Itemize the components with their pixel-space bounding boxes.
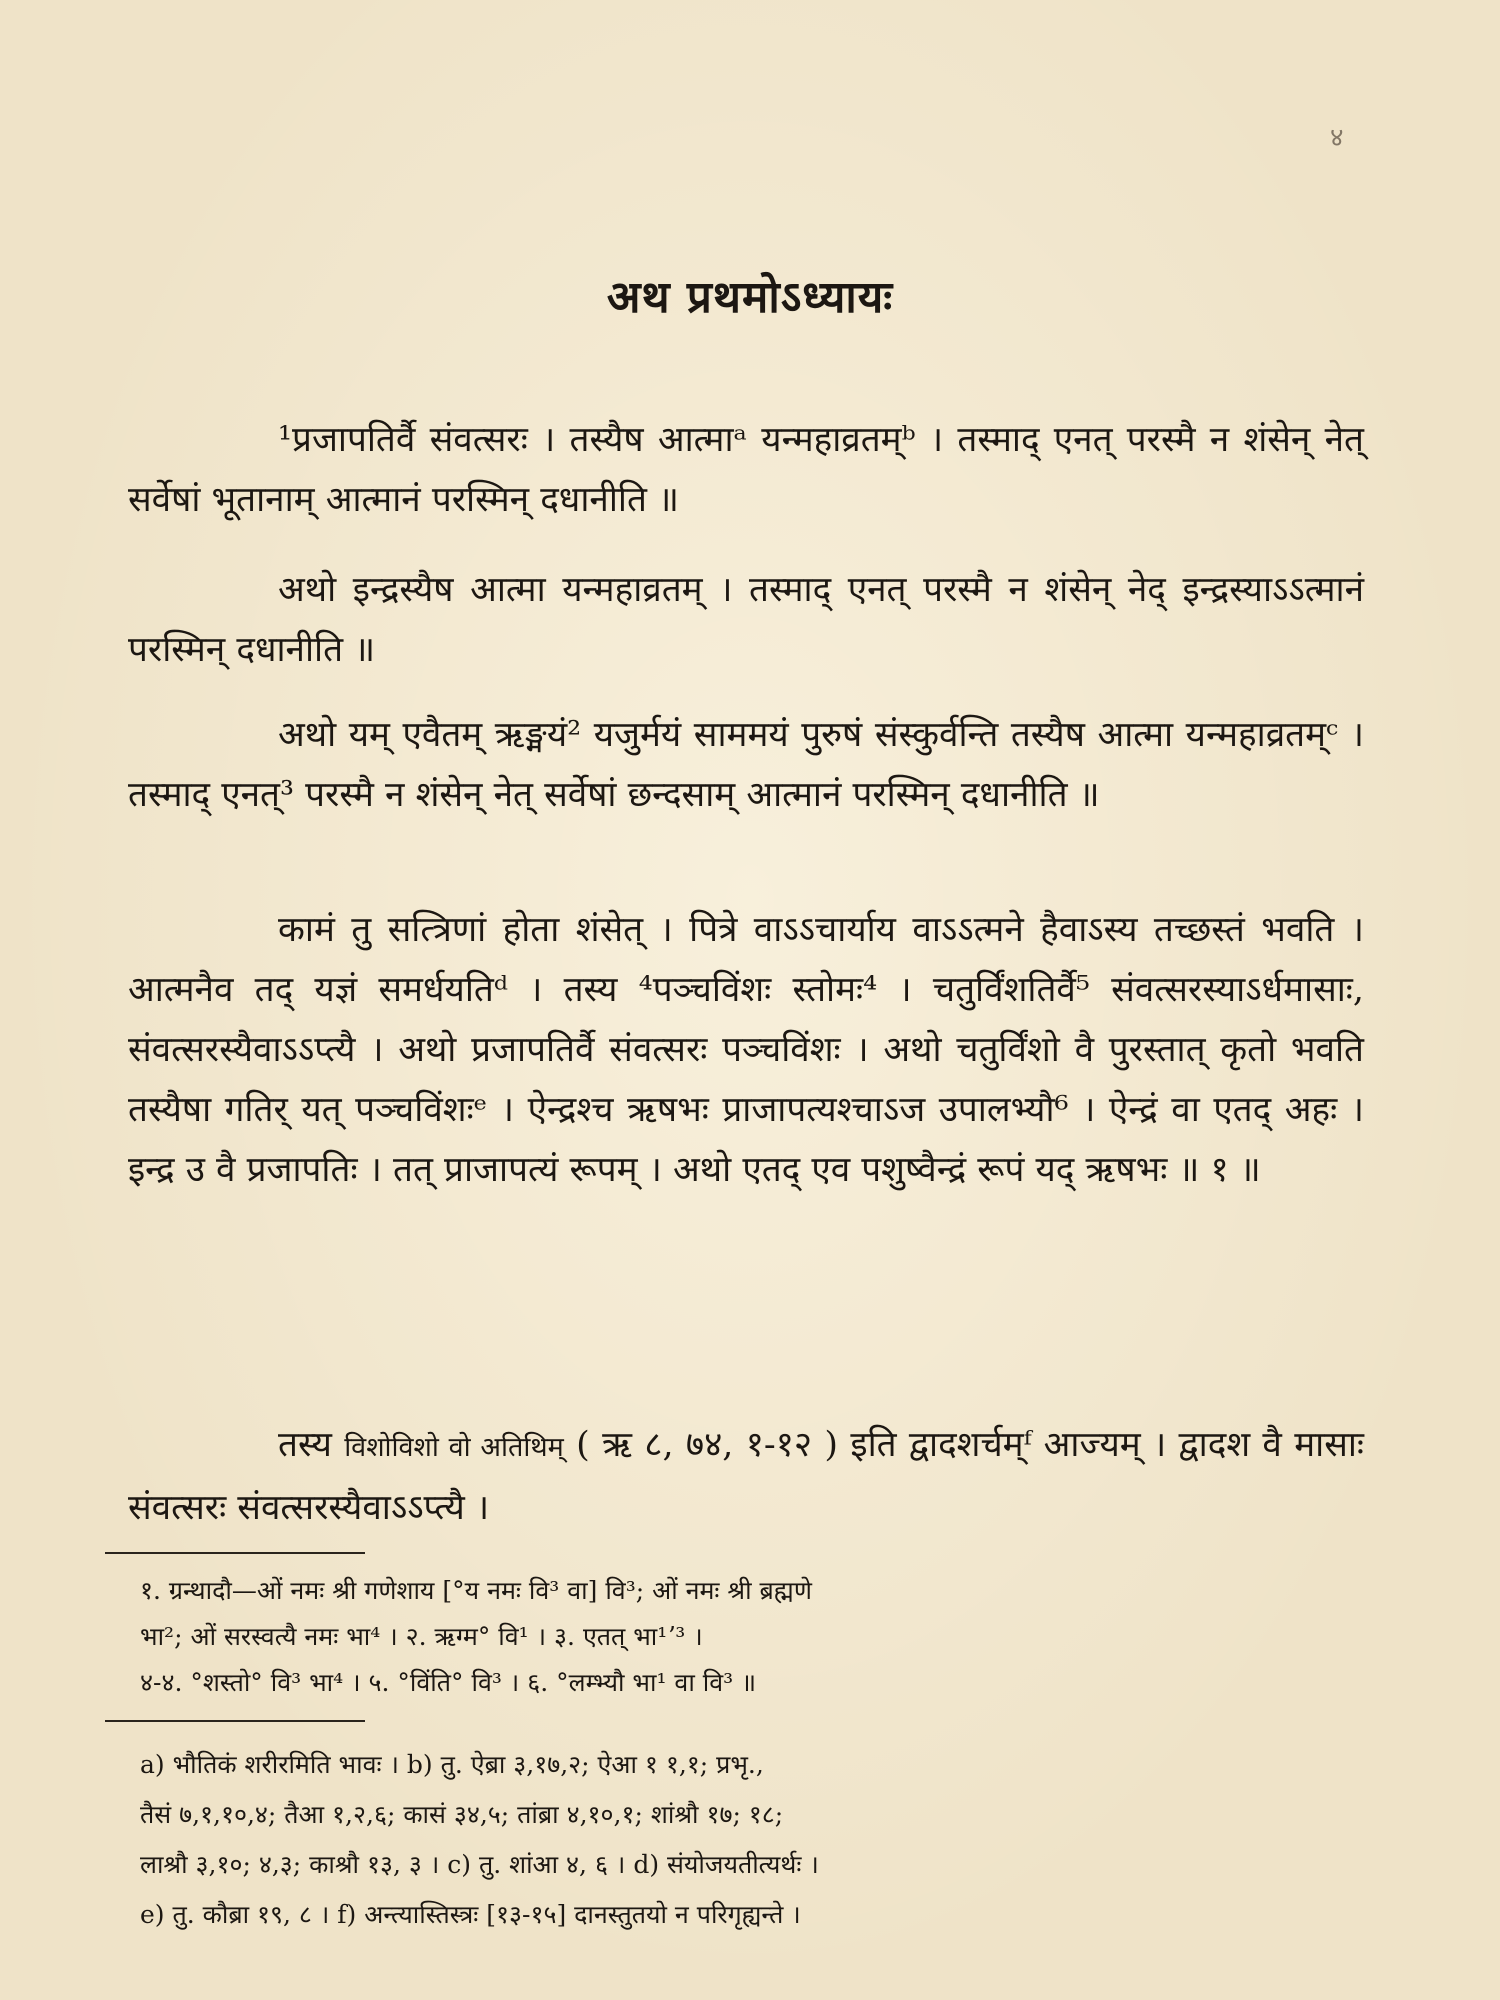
note-line: तैसं ७,१,१०,४; तैआ १,२,६; कासं ३४,५; तांब्रा ४,१०,१; शांश्रौ १७; १८; [140, 1800, 784, 1829]
variant-footnotes [140, 1568, 1340, 1706]
paragraph-2 [128, 560, 1364, 680]
note-line: a) भौतिकं शरीरमिति भावः । b) तु. ऐब्रा ३,१७,२; ऐआ १ १,१; प्रभृ., [140, 1750, 764, 1779]
footnote-line: भा²; ओं सरस्वत्यै नमः भा⁴ । २. ऋग्म° वि¹ । ३. एतत् भा¹ʼ³ । [140, 1622, 703, 1651]
paragraph-4 [128, 900, 1364, 1200]
paragraph-4-text: कामं तु सत्त्रिणां होता शंसेत् । पित्रे वाऽऽचार्याय वाऽऽत्मने हैवाऽस्य तच्छस्तं भवति । आत्मनैव तद् यज्ञं समर्धयतिᵈ । तस्य ⁴पञ्चविंशः स्तोमः⁴ । चतुर्विंशतिर्वै⁵ संवत्सरस्याऽर्धमासाः, संवत्सरस्यैवाऽऽप्त्यै । अथो प्रजापतिर्वै संवत्सरः पञ्चविंशः । अथो चतुर्विंशो वै पुरस्तात् कृतो भवति तस्यैषा गतिर् यत् पञ्चविंशःᵉ । ऐन्द्रश्च ऋषभः प्राजापत्यश्चाऽज उपालभ्यौ⁶ । ऐन्द्रं वा एतद् अहः । इन्द्र उ वै प्रजापतिः । तत् प्राजापत्यं रूपम् । अथो एतद् एव पशुष्वैन्द्रं रूपं यद् ऋषभः ॥ १ ॥ [128, 910, 1364, 1190]
explanatory-notes [140, 1740, 1340, 1940]
footnote-line: १. ग्रन्थादौ—ओं नमः श्री गणेशाय [°य नमः वि³ वा] वि³; ओं नमः श्री ब्रह्मणे [140, 1576, 812, 1605]
footnote-line: ४-४. °शस्तो° वि³ भा⁴ । ५. °विंति° वि³ । ६. °लम्भ्यौ भा¹ वा वि³ ॥ [140, 1668, 757, 1697]
paragraph-3 [128, 705, 1364, 825]
notes-divider [105, 1720, 365, 1722]
paragraph-5-lead: तस्य [278, 1425, 332, 1465]
footnote-divider [105, 1552, 365, 1554]
paragraph-1-text: ¹प्रजापतिर्वै संवत्सरः । तस्यैष आत्माᵃ यन्महाव्रतम्ᵇ । तस्माद् एनत् परस्मै न शंसेन् नेत् सर्वेषां भूतानाम् आत्मानं परस्मिन् दधानीति ॥ [128, 420, 1364, 520]
paragraph-5-rest: ( ऋ ८, ७४, १-१२ ) इति द्वादशर्चम्ᶠ आज्यम् । द्वादश वै मासाः संवत्सरः संवत्सरस्यैवाऽऽप्त्यै । [128, 1425, 1364, 1528]
note-line: लाश्रौ ३,१०; ४,३; काश्रौ १३, ३ । c) तु. शांआ ४, ६ । d) संयोजयतीत्यर्थः । [140, 1850, 819, 1879]
chapter-title: अथ प्रथमोऽध्यायः [606, 272, 894, 323]
page-number: ४ [1330, 123, 1344, 153]
paragraph-5-pratika: विशोविशो वो अतिथिम् [344, 1432, 564, 1463]
paragraph-2-text: अथो इन्द्रस्यैष आत्मा यन्महाव्रतम् । तस्माद् एनत् परस्मै न शंसेन् नेद् इन्द्रस्याऽऽत्मानं परस्मिन् दधानीति ॥ [128, 570, 1364, 670]
note-line: e) तु. कौब्रा १९, ८ । f) अन्त्यास्तिस्त्रः [१३-१५] दानस्तुतयो न परिगृह्यन्ते । [140, 1900, 801, 1929]
running-head [640, 108, 880, 134]
paragraph-3-text: अथो यम् एवैतम् ऋङ्मयं² यजुर्मयं साममयं पुरुषं संस्कुर्वन्ति तस्यैष आत्मा यन्महाव्रतम्ᶜ । तस्माद् एनत्³ परस्मै न शंसेन् नेत् सर्वेषां छन्दसाम् आत्मानं परस्मिन् दधानीति ॥ [128, 715, 1364, 815]
paragraph-1 [128, 410, 1364, 530]
paragraph-5 [128, 1415, 1364, 1538]
